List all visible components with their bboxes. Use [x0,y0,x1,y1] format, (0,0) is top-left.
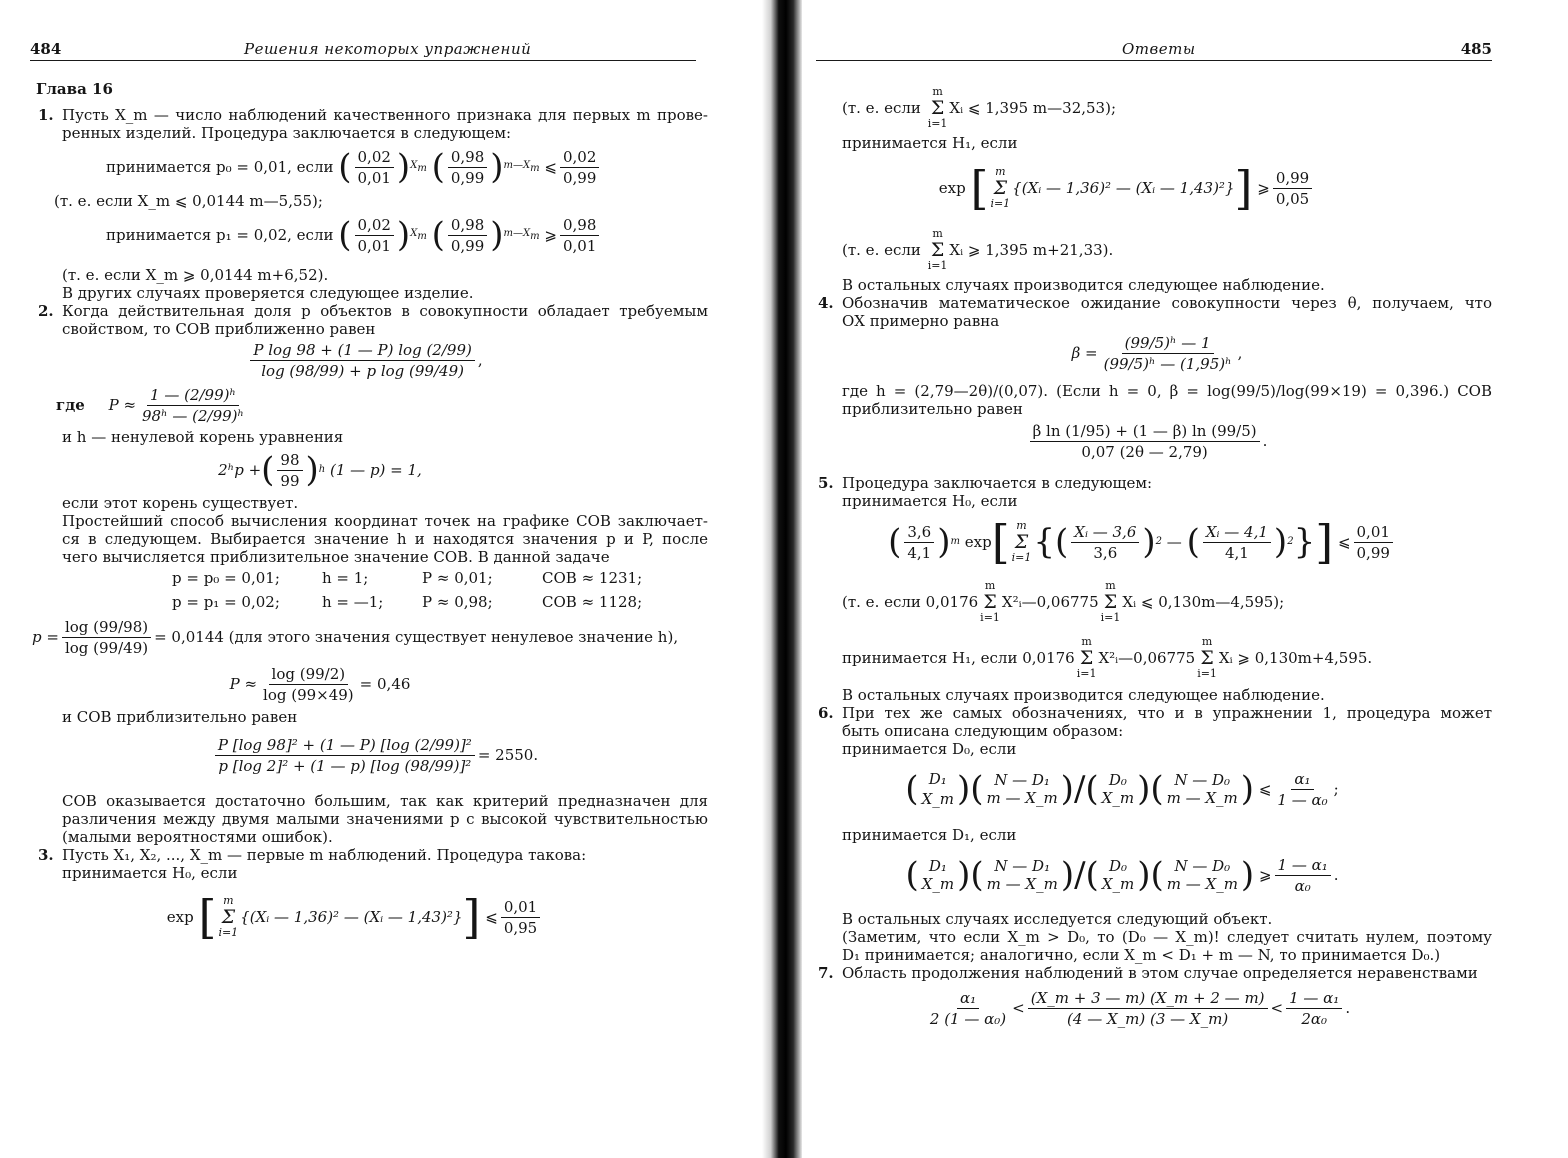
frac-den: 0,95 [503,918,538,937]
frac-num: 0,01 [501,898,540,918]
exercise-number: 1. [38,106,54,124]
text-line: чего вычисляется приблизительное значение СОВ. В данной задаче [62,548,610,566]
formula-accept-D1: ( D₁ X_m ) ( N — D₁ m — X_m ) / ( D₀ X_m ) ( N — D₀ m — X_m ) ⩾ $\frac{\text{1 — α₁}}{\text{α₀}}$ . [905,855,1339,895]
table-cell: P ≈ 0,01; [422,569,493,587]
exercise-number: 3. [38,846,54,864]
formula-tail: = 2550. [477,746,539,764]
formula-tail: = 0,0144 (для этого значения существует ненулевое значение h), [154,628,679,646]
text-line: приблизительно равен [842,400,1023,418]
condition-line: (т. е. если 0,0176 m Σ i=1 X²ᵢ—0,06775 m Σ i=1 Xᵢ ⩽ 0,130m—4,595); [842,579,1285,624]
frac-den: log (98/99) + p log (99/49) [261,361,464,380]
text-line: (т. е. если X_m ⩽ 0,0144 m—5,55); [54,192,323,210]
formula-accept-H0-5: ( $\frac{3,6}{4,1}$ ) m exp [ m Σ i=1 { ( $\frac{\text{Xᵢ — 3,6}}{3,6}$ ) 2 — ( $\frac{\text{Xᵢ — 4,1}}{4,1}$ ) 2 } ] ⩽ $\frac{0,01}{0,99}$ [808,510,1492,574]
table-cell: p = p₀ = 0,01; [172,569,280,587]
frac-den: (4 — X_m) (3 — X_m) [1067,1009,1229,1028]
exercise-1 [36,106,708,302]
frac-num: P log 98 + (1 — P) log (2/99) [250,341,474,361]
text-line: быть описана следующим образом: [842,722,1124,740]
running-head-left: Решения некоторых упражнений [244,40,532,58]
text-line: ся в следующем. Выбирается значение h и находятся значения p и P, после [62,530,708,548]
frac-num: 3,6 [904,523,934,543]
exercise-number: 5. [818,474,834,492]
text-line: свойством, то СОВ приближенно равен [62,320,376,338]
text-line: Пусть X₁, X₂, ..., X_m — первые m наблюдений. Процедура такова: [62,846,587,864]
frac-den: 98ʰ — (2/99)ʰ [142,406,245,425]
frac-num: 98 [277,451,302,471]
frac-num: 1 — α₁ [1275,856,1331,876]
binom-top: D₀ [1108,771,1127,789]
text-line: ренных изделий. Процедура заключается в следующем: [62,124,512,142]
frac-num: α₁ [957,989,979,1009]
frac-den: log (99/49) [64,638,149,657]
exercise-5 [816,474,1492,704]
frac-num: α₁ [1291,770,1313,790]
text-fragment: (т. е. если [842,99,921,117]
frac-num: P [log 98]² + (1 — P) [log (2/99)]² [215,736,475,756]
frac-num: 0,02 [355,148,394,168]
chapter-title: Глава 16 [36,80,113,98]
formula-asn-4: $\frac{\text{β ln (1/95) + (1 — β) ln (99/5)}}{0,07 (2\theta — 2,79)}$ . [808,418,1492,464]
exercise-4 [816,294,1492,464]
exercise-number: 4. [818,294,834,312]
text-fragment: Xᵢ ⩾ 0,130m+4,595. [1218,649,1373,667]
formula-P: где P ≈ $\frac{\text{1 — (2/99)ʰ}}{\text{98ʰ — (2/99)ʰ}}$ [56,382,708,428]
binom-bottom: m — X_m [986,875,1058,893]
text-fragment: X²ᵢ—0,06775 [1001,593,1099,611]
frac-den: 1 — α₀ [1277,790,1328,809]
frac-den: log (99×49) [263,685,354,704]
text-fragment: Xᵢ ⩽ 0,130m—4,595); [1122,593,1285,611]
text-line: Когда действительная доля p объектов в совокупности обладает требуемым [62,302,708,320]
formula-root-equation: 2ʰp + ( $\frac{98}{99}$ ) h (1 — p) = 1, [218,450,422,490]
frac-den: 0,99 [450,236,485,255]
right-page [808,0,1568,1158]
frac-den: 2 (1 — α₀) [929,1009,1007,1028]
text-line: Процедура заключается в следующем: [842,474,1153,492]
table-cell: СОВ ≈ 1128; [542,593,643,611]
binom-top: D₁ [928,770,947,788]
frac-den: 0,05 [1275,189,1310,208]
binom-top: N — D₁ [994,771,1050,789]
exercise-7 [816,964,1492,1034]
frac-den: 4,1 [907,543,932,562]
page-number-right: 485 [1460,40,1492,58]
text-line: Простейший способ вычисления координат точек на графике СОВ заключает- [62,512,708,530]
frac-num: 0,98 [448,148,487,168]
formula-asn-value [42,726,708,784]
formula-tail: = 0,46 [359,675,411,693]
table-cell: СОВ ≈ 1231; [542,569,643,587]
binom-bottom: m — X_m [1166,789,1238,807]
formula-p-equals: p = $\frac{\log (99/98)}{\log (99/49)}$ = 0,0144 (для этого значения существует ненулевое значение h), [32,617,679,657]
binom-top: N — D₀ [1174,771,1231,789]
frac-num: Xᵢ — 4,1 [1203,523,1271,543]
formula-asn: $\frac{\text{P log 98 + (1 — P) log (2/99)}}{\text{log (98/99) + p log (99/49)}}$ , [22,338,708,382]
exercise-3 [36,846,708,952]
frac-num: (99/5)ʰ — 1 [1122,334,1214,354]
formula-accept-H1: exp [ m Σ i=1 {(Xᵢ — 1,36)² — (Xᵢ — 1,43)²} ] ⩾ $\frac{0,99}{0,05}$ [808,152,1492,224]
formula-accept-p0: принимается p₀ = 0,01, если ( $\frac{0,02}{0,01}$ ) $X_m$ ( $\frac{0,98}{0,99}$ ) $m—X_m$ ⩽ $\frac{0,02}{0,99}$ [106,142,708,192]
values-table [172,566,708,614]
formula-accept-H0: exp [ m Σ i=1 {(Xᵢ — 1,36)² — (Xᵢ — 1,43)²} ] ⩽ $\frac{0,01}{0,95}$ [2,882,708,952]
text-line: и СОВ приблизительно равен [62,708,298,726]
exercise-number: 2. [38,302,54,320]
text-line: и h — ненулевой корень уравнения [62,428,344,446]
text-line: В остальных случаях производится следующее наблюдение. [842,276,1325,294]
text-line: если этот корень существует. [62,494,299,512]
relation: ⩽ [544,158,557,176]
frac-num: 0,02 [560,148,599,168]
running-head-right: Ответы [1122,40,1196,58]
text-line: принимается D₀, если [842,740,1017,758]
formula-lead: принимается p₁ = 0,02, если [106,226,334,244]
frac-num: (X_m + 3 — m) (X_m + 2 — m) [1028,989,1268,1009]
text-line: различения между двумя малыми значениями p с высокой чувствительностью [62,810,708,828]
binom-bottom: X_m [921,790,954,808]
left-page [0,0,760,1158]
binom-bottom: X_m [1101,875,1135,893]
frac-den: 0,01 [357,236,391,255]
formula-beta: β = $\frac{\text{(99/5)ʰ — 1}}{\text{(99/5)ʰ — (1,95)ʰ}}$ , [1071,333,1243,373]
frac-den: 0,07 (2θ — 2,79) [1081,442,1208,461]
binom-bottom: m — X_m [986,789,1058,807]
table-cell: p = p₁ = 0,02; [172,593,280,611]
condition-line: принимается H₁, если 0,0176 m Σ i=1 X²ᵢ—0,06775 m Σ i=1 Xᵢ ⩾ 0,130m+4,595. [842,635,1373,680]
exercise-number: 6. [818,704,834,722]
frac-den: 0,01 [357,168,391,187]
text-line: В остальных случаях исследуется следующий объект. [842,910,1273,928]
frac-num: log (99/98) [62,618,151,638]
condition-line: (т. е. если m Σ i=1 Xᵢ ⩽ 1,395 m—32,53); [842,85,1117,130]
left-page-header [30,38,696,61]
exercise-number: 7. [818,964,834,982]
book-gutter [762,0,802,1158]
binom-top: N — D₀ [1174,857,1231,875]
frac-den: 4,1 [1224,543,1249,562]
frac-num: 1 — α₁ [1286,989,1342,1009]
binom-bottom: X_m [921,875,955,893]
binom-top: D₀ [1108,857,1128,875]
text-fragment: (т. е. если [842,241,921,259]
text-line: (малыми вероятностями ошибок). [62,828,333,846]
formula-P-approx: P ≈ $\frac{\log (99/2)}{\log (99\times 49)}$ = 0,46 [229,664,411,704]
frac-den: 0,99 [450,168,485,187]
formula-lead: принимается p₀ = 0,01, если [106,158,334,176]
binom-top: N — D₁ [994,857,1051,875]
text-line: принимается H₀, если [842,492,1018,510]
frac-num: 0,02 [355,216,394,236]
frac-den: p [log 2]² + (1 — p) [log (98/99)]² [218,756,472,775]
frac-num: 0,01 [1354,523,1393,543]
table-cell: h = —1; [322,593,384,611]
text-line: (т. е. если X_m ⩾ 0,0144 m+6,52). [62,266,329,284]
right-page-body [816,82,1492,1034]
text-line: принимается H₀, если [62,864,238,882]
text-line: В остальных случаях производится следующее наблюдение. [842,686,1325,704]
formula-continuation-region: $\frac{\text{α₁}}{\text{2 (1 — α₀)}}$ < $\frac{(X\_m + 3 — m) (X\_m + 2 — m)}{(4 — X\_m) (3 — X\_m)}$ < $\frac{\text{1 — α₁}}{\text{2α₀}}$ . [808,982,1492,1034]
text-line: где h = (2,79—2θ)/(0,07). (Если h = 0, β = log(99/5)/log(99×19) = 0,396.) СОВ [842,382,1492,400]
exercise-3-continued [816,82,1492,294]
text-line: При тех же самых обозначениях, что и в упражнении 1, процедура может [842,704,1492,722]
text-line: принимается D₁, если [842,826,1017,844]
relation: ⩾ [544,226,557,244]
frac-num: Xᵢ — 3,6 [1071,523,1139,543]
frac-num: β ln (1/95) + (1 — β) ln (99/5) [1030,422,1260,442]
table-cell: h = 1; [322,569,369,587]
frac-den: 2α₀ [1301,1009,1328,1028]
formula-accept-D0: ( D₁ X_m ) ( N — D₁ m — X_m ) / ( D₀ X_m ) ( N — D₀ m — X_m ) ⩽ $\frac{\text{α₁}}{\text{1 — α₀}}$ ; [905,769,1339,809]
text-line: СОВ оказывается достаточно большим, так как критерий предназначен для [62,792,708,810]
frac-den: 99 [280,471,300,490]
formula-tail: (1 — p) = 1, [330,461,422,479]
frac-num: 0,98 [560,216,599,236]
frac-den: α₀ [1294,876,1311,895]
formula-body: {(Xᵢ — 1,36)² — (Xᵢ — 1,43)²} [1012,179,1235,197]
formula-body: {(Xᵢ — 1,36)² — (Xᵢ — 1,43)²} [240,908,463,926]
text-line: D₁ принимается; аналогично, если X_m < D₁ + m — N, то принимается D₀.) [842,946,1441,964]
frac-num: 1 — (2/99)ʰ [147,386,239,406]
text-line: Пусть X_m — число наблюдений качественного признака для первых m прове- [62,106,708,124]
formula-lead: β = [1071,344,1098,362]
text-fragment: X²ᵢ—0,06775 [1098,649,1196,667]
text-line: Область продолжения наблюдений в этом случае определяется неравенствами [842,964,1478,982]
page-number-left: 484 [30,40,62,58]
frac-den: 3,6 [1093,543,1118,562]
text-line: Обозначив математическое ожидание совокупности через θ, получаем, что [842,294,1492,312]
condition-line: (т. е. если m Σ i=1 Xᵢ ⩾ 1,395 m+21,33). [842,227,1114,272]
left-page-body [32,80,708,952]
table-cell: P ≈ 0,98; [422,593,493,611]
exercise-2 [32,302,708,846]
text-fragment: (т. е. если 0,0176 [842,593,979,611]
text-fragment: Xᵢ ⩾ 1,395 m+21,33). [949,241,1114,259]
binom-top: D₁ [928,857,947,875]
frac-num: 0,99 [1273,169,1312,189]
formula-lead: 2ʰp + [218,461,262,479]
text-line: принимается H₁, если [842,134,1018,152]
frac-den: 0,99 [1356,543,1390,562]
text-line: ОХ примерно равна [842,312,1000,330]
where-label: где [56,396,85,414]
text-line: (Заметим, что если X_m > D₀, то (D₀ — X_m)! следует считать нулем, поэтому [842,928,1492,946]
text-fragment: Xᵢ ⩽ 1,395 m—32,53); [949,99,1117,117]
frac-den: 0,01 [562,236,597,255]
right-page-header [816,38,1492,61]
frac-den: (99/5)ʰ — (1,95)ʰ [1103,354,1232,373]
formula-accept-p1: принимается p₁ = 0,02, если ( $\frac{0,02}{0,01}$ ) $X_m$ ( $\frac{0,98}{0,99}$ ) $m—X_m$ ⩾ $\frac{0,98}{0,01}$ [106,210,708,260]
text-line: В других случаях проверяется следующее изделие. [62,284,474,302]
binom-bottom: X_m [1101,789,1135,807]
binom-bottom: m — X_m [1166,875,1238,893]
exercise-6 [816,704,1492,964]
frac-den: 0,99 [562,168,597,187]
text-fragment: принимается H₁, если 0,0176 [842,649,1075,667]
frac-num: log (99/2) [269,665,349,685]
frac-num: 0,98 [448,216,487,236]
